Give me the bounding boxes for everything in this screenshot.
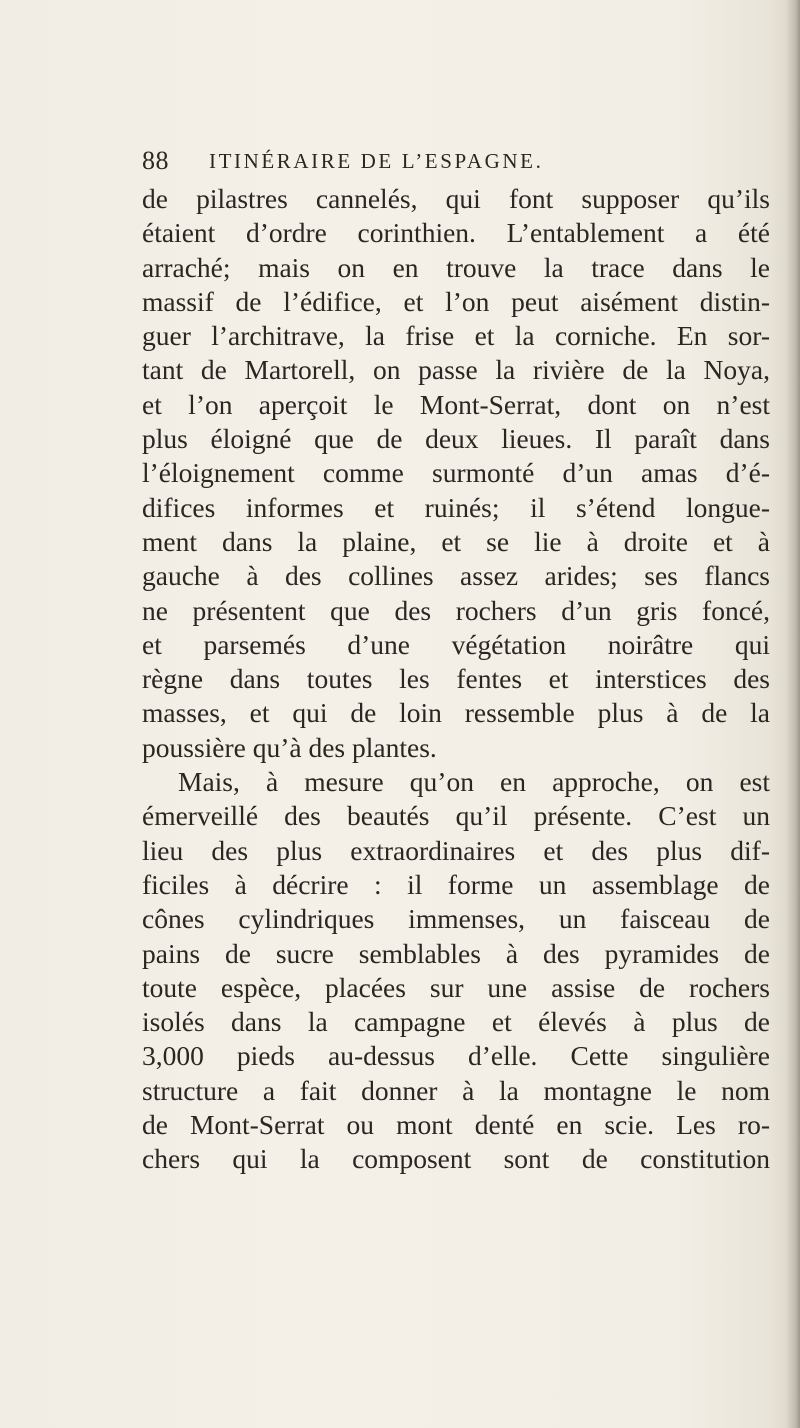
text-line: règne dans toutes les fentes et interstices des: [142, 663, 770, 695]
text-line: difices informes et ruinés; il s’étend longue-: [142, 491, 770, 523]
text-line: et l’on aperçoit le Mont-Serrat, dont on n’est: [142, 388, 770, 420]
text-line: lieu des plus extraordinaires et des plus dif-: [142, 834, 770, 866]
text-line: ficiles à décrire : il forme un assemblage de: [142, 868, 770, 900]
body-text: [142, 182, 770, 1177]
text-line: tant de Martorell, on passe la rivière de la Noya,: [142, 354, 770, 386]
text-line: massif de l’édifice, et l’on peut aisément distin-: [142, 285, 770, 317]
text-line: isolés dans la campagne et élevés à plus de: [142, 1006, 770, 1038]
text-line: ne présentent que des rochers d’un gris foncé,: [142, 594, 770, 626]
running-head: ITINÉRAIRE DE L’ESPAGNE.: [209, 149, 544, 173]
text-line: guer l’architrave, la frise et la corniche. En sor-: [142, 320, 770, 352]
text-line: chers qui la composent sont de constitution: [142, 1143, 770, 1175]
text-line: arraché; mais on en trouve la trace dans le: [142, 251, 770, 283]
text-line: toute espèce, placées sur une assise de rochers: [142, 971, 770, 1003]
page-number: 88: [142, 146, 169, 175]
text-line: cônes cylindriques immenses, un faisceau de: [142, 903, 770, 935]
text-line-paragraph-start: Mais, à mesure qu’on en approche, on est: [178, 766, 770, 798]
text-line: gauche à des collines assez arides; ses flancs: [142, 560, 770, 592]
page-header: [142, 146, 782, 180]
text-line: masses, et qui de loin ressemble plus à de la: [142, 697, 770, 729]
text-line: et parsemés d’une végétation noirâtre qui: [142, 628, 770, 660]
text-line: émerveillé des beautés qu’il présente. C’est un: [142, 800, 770, 832]
page-edge-shadow: [786, 0, 800, 1428]
text-line: structure a fait donner à la montagne le nom: [142, 1074, 770, 1106]
text-line: plus éloigné que de deux lieues. Il paraît dans: [142, 423, 770, 455]
text-line: de pilastres cannelés, qui font supposer qu’ils: [142, 183, 770, 214]
text-line: pains de sucre semblables à des pyramides de: [142, 937, 770, 969]
text-line: étaient d’ordre corinthien. L’entablement a été: [142, 217, 770, 249]
text-line: 3,000 pieds au-dessus d’elle. Cette singulière: [142, 1040, 770, 1072]
text-line: de Mont-Serrat ou mont denté en scie. Les ro-: [142, 1109, 770, 1141]
text-line: ment dans la plaine, et se lie à droite et à: [142, 525, 770, 557]
text-line-paragraph-end: poussière qu’à des plantes.: [142, 731, 437, 763]
text-line: l’éloignement comme surmonté d’un amas d’é-: [142, 457, 770, 489]
